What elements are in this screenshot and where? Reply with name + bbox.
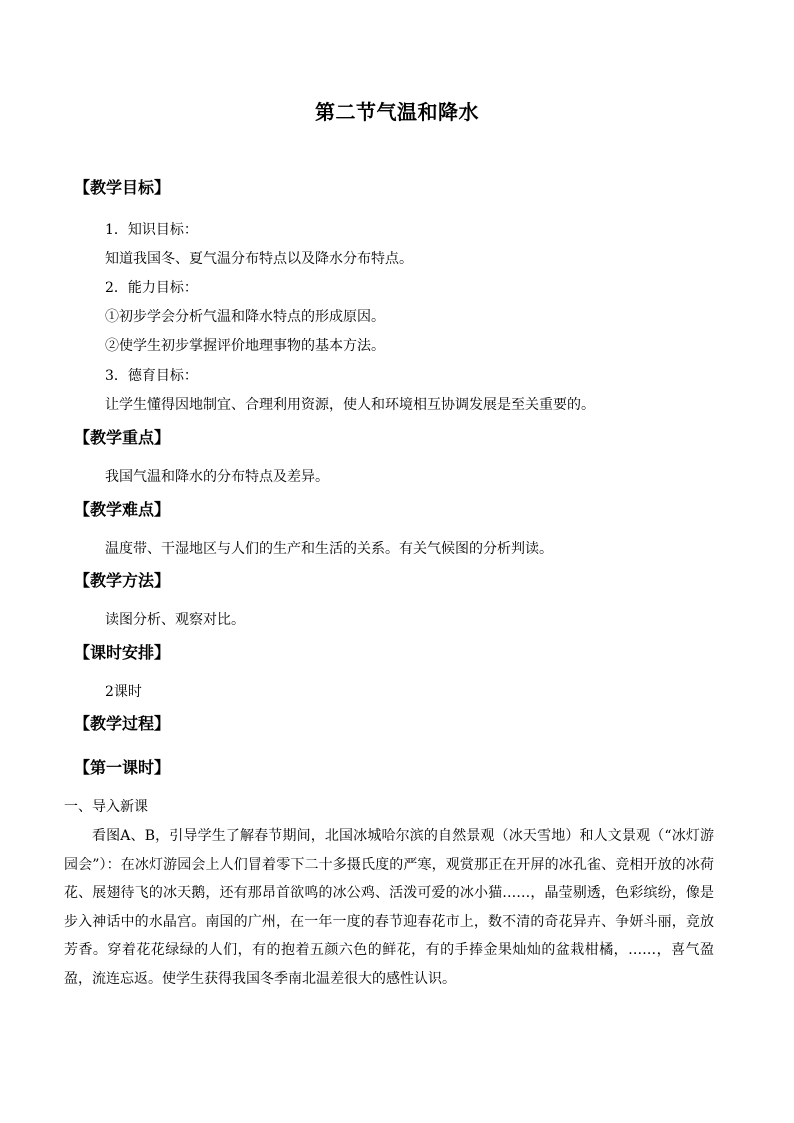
heading-process: 【教学过程】 — [74, 714, 171, 733]
heading-difficulties: 【教学难点】 — [74, 500, 171, 519]
heading-objectives: 【教学目标】 — [74, 178, 171, 197]
document-title: 第二节气温和降水 — [315, 100, 479, 124]
objective-moral-text: 让学生懂得因地制宜、合理利用资源，使人和环境相互协调发展是至关重要的。 — [105, 397, 595, 413]
objective-ability-item-1: ①初步学会分析气温和降水特点的形成原因。 — [105, 309, 385, 325]
lesson-one-subheading: 一、导入新课 — [64, 799, 148, 815]
objective-moral-label: 3．德育目标： — [105, 368, 198, 384]
objective-knowledge-label: 1．知识目标： — [105, 222, 198, 238]
methods-text: 读图分析、观察对比。 — [105, 612, 245, 628]
objective-ability-item-2: ②使学生初步掌握评价地理事物的基本方法。 — [105, 338, 385, 354]
heading-schedule: 【课时安排】 — [74, 643, 171, 662]
heading-lesson-one: 【第一课时】 — [74, 758, 171, 777]
lesson-one-paragraph: 看图A、B，引导学生了解春节期间，北国冰城哈尔滨的自然景观（冰天雪地）和人文景观（“冰灯游园会”）：在冰灯游园会上人们冒着零下二十多摄氏度的严寒，观赏那正在开屏的冰孔雀、竞相开放的冰荷花、展翅待飞的冰天鹅，还有那昂首欲鸣的冰公鸡、活泼可爱的冰小猫……，晶莹剔透，色彩缤纷，像是步入神话中的水晶宫。南国的广州，在一年一度的春节迎春花市上，数不清的奇花异卉、争妍斗丽，竞放芳香。穿着花花绿绿的人们，有的抱着五颜六色的鲜花，有的手捧金果灿灿的盆栽柑橘，……，喜气盈盈，流连忘返。使学生获得我国冬季南北温差很大的感性认识。 — [64, 828, 714, 987]
objective-knowledge-text: 知道我国冬、夏气温分布特点以及降水分布特点。 — [105, 251, 413, 267]
heading-methods: 【教学方法】 — [74, 571, 171, 590]
difficulties-text: 温度带、干湿地区与人们的生产和生活的关系。有关气候图的分析判读。 — [105, 541, 553, 557]
schedule-text: 2课时 — [105, 684, 142, 700]
heading-key-points: 【教学重点】 — [74, 428, 171, 447]
key-points-text: 我国气温和降水的分布特点及差异。 — [105, 469, 329, 485]
objective-ability-label: 2．能力目标： — [105, 280, 198, 296]
